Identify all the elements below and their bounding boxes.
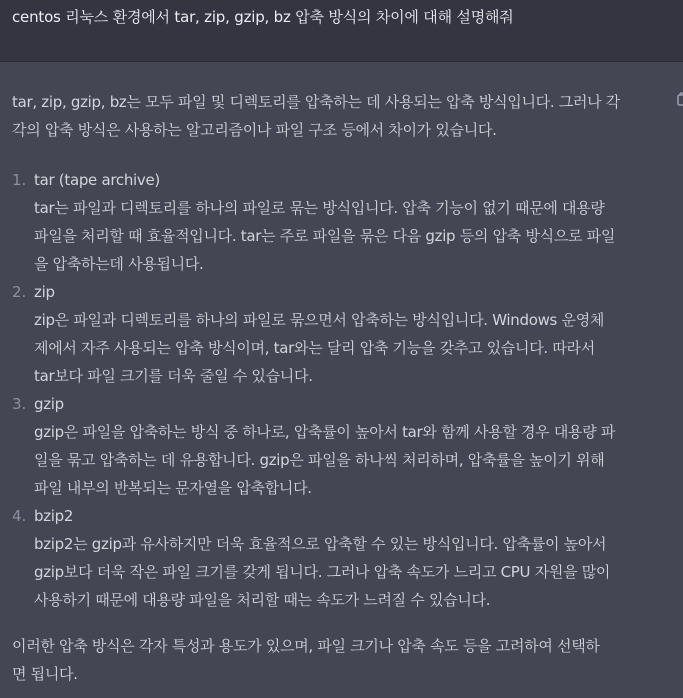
list-number: 3. xyxy=(12,395,27,413)
assistant-message xyxy=(0,62,683,698)
list-number: 4. xyxy=(12,507,27,525)
list-item-zip xyxy=(0,278,683,390)
outro-line: 면 됩니다. xyxy=(12,665,78,683)
list-item-line: tar보다 파일 크기를 더욱 줄일 수 있습니다. xyxy=(34,367,313,385)
list-item-line: gzip보다 더욱 작은 파일 크기를 갖게 됩니다. 그러나 압축 속도가 느리고 CPU 자원을 많이 xyxy=(34,563,611,581)
list-item-line: bzip2는 gzip과 유사하지만 더욱 효율적으로 압축할 수 있는 방식입니다. 압축률이 높아서 xyxy=(34,535,607,553)
intro-line: 각의 압축 방식은 사용하는 알고리즘이나 파일 구조 등에서 차이가 있습니다. xyxy=(12,121,497,139)
list-item-title: gzip xyxy=(34,395,64,413)
list-item-line: gzip은 파일을 압축하는 방식 중 하나로, 압축률이 높아서 tar와 함께 사용할 경우 대용량 파 xyxy=(34,423,616,441)
user-message xyxy=(0,0,683,62)
intro-paragraph xyxy=(12,88,667,144)
user-message-text: centos 리눅스 환경에서 tar, zip, gzip, bz 압축 방식의 차이에 대해 설명해줘 xyxy=(12,8,514,26)
list-item-line: 제에서 자주 사용되는 압축 방식이며, tar와는 달리 압축 기능을 갖추고 있습니다. 따라서 xyxy=(34,339,595,357)
list-number: 1. xyxy=(12,171,27,189)
list-item-title: bzip2 xyxy=(34,507,74,525)
list-item-tar xyxy=(0,166,683,278)
intro-line: tar, zip, gzip, bz는 모두 파일 및 디렉토리를 압축하는 데 사용되는 압축 방식입니다. 그러나 각 xyxy=(12,93,621,111)
list-item-line: zip은 파일과 디렉토리를 하나의 파일로 묶으면서 압축하는 방식입니다. Windows 운영체 xyxy=(34,311,605,329)
outro-paragraph xyxy=(12,632,667,688)
list-item-body xyxy=(34,418,664,502)
compression-list xyxy=(0,166,683,614)
list-item-line: 을 압축하는데 사용됩니다. xyxy=(34,255,204,273)
copy-icon[interactable] xyxy=(677,92,683,106)
list-item-body xyxy=(34,306,664,390)
list-item-title: tar (tape archive) xyxy=(34,171,160,189)
list-item-line: 파일 내부의 반복되는 문자열을 압축합니다. xyxy=(34,479,312,497)
list-number: 2. xyxy=(12,283,27,301)
list-item-line: 파일을 처리할 때 효율적입니다. tar는 주로 파일을 묶은 다음 gzip 등의 압축 방식으로 파일 xyxy=(34,227,616,245)
list-item-title: zip xyxy=(34,283,55,301)
list-item-line: 사용하기 때문에 대용량 파일을 처리할 때는 속도가 느려질 수 있습니다. xyxy=(34,591,491,609)
list-item-gzip xyxy=(0,390,683,502)
outro-line: 이러한 압축 방식은 각자 특성과 용도가 있으며, 파일 크기나 압축 속도 등을 고려하여 선택하 xyxy=(12,637,600,655)
list-item-body xyxy=(34,194,664,278)
list-item-bzip2 xyxy=(0,502,683,614)
list-item-body xyxy=(34,530,664,614)
list-item-line: 일을 묶고 압축하는 데 유용합니다. gzip은 파일을 하나씩 처리하며, 압축률을 높이기 위해 xyxy=(34,451,605,469)
list-item-line: tar는 파일과 디렉토리를 하나의 파일로 묶는 방식입니다. 압축 기능이 없기 때문에 대용량 xyxy=(34,199,605,217)
